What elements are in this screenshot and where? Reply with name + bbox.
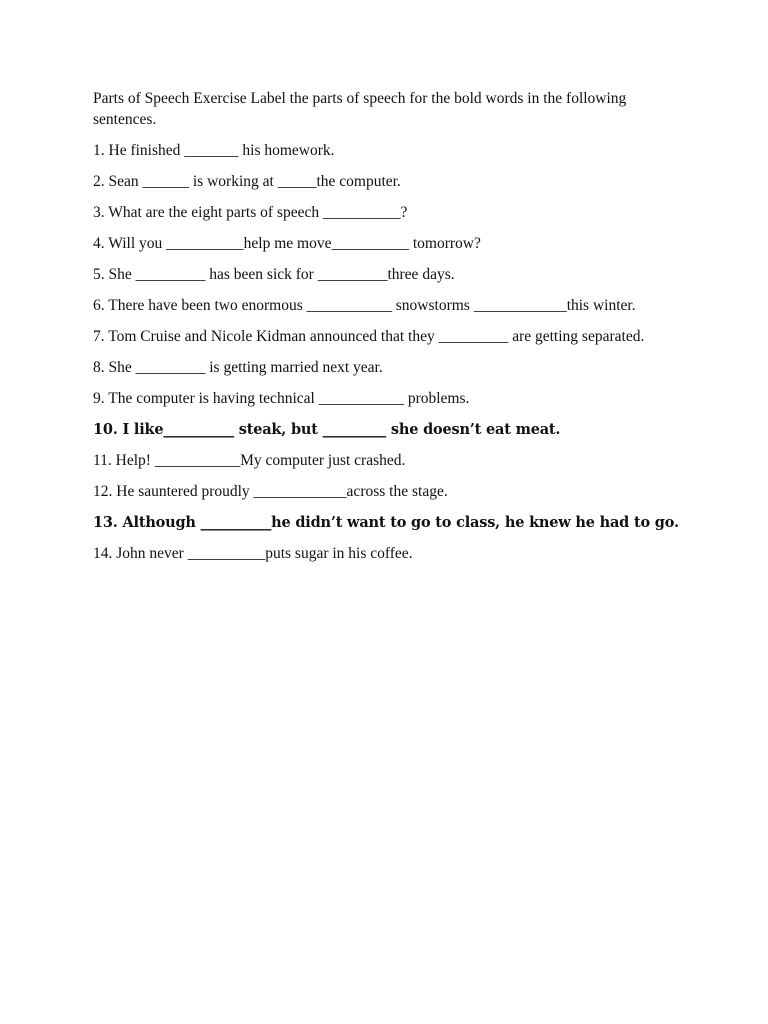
question-8: 8. She _________ is getting married next year. xyxy=(93,359,383,376)
question-5: 5. She _________ has been sick for _________three days. xyxy=(93,266,455,283)
worksheet-intro: Parts of Speech Exercise Label the parts of speech for the bold words in the following sentences. xyxy=(93,90,627,128)
question-2: 2. Sean ______ is working at _____the computer. xyxy=(93,173,401,190)
question-1: 1. He finished _______ his homework. xyxy=(93,142,335,159)
question-7: 7. Tom Cruise and Nicole Kidman announced that they _________ are getting separated. xyxy=(93,328,645,345)
question-6: 6. There have been two enormous ___________ snowstorms ____________this winter. xyxy=(93,297,636,314)
question-12: 12. He sauntered proudly ____________across the stage. xyxy=(93,483,448,500)
question-13: 13. Although __________he didn’t want to go to class, he knew he had to go. xyxy=(93,514,679,531)
question-3: 3. What are the eight parts of speech __________? xyxy=(93,204,408,221)
question-14: 14. John never __________puts sugar in his coffee. xyxy=(93,545,413,562)
question-9: 9. The computer is having technical ___________ problems. xyxy=(93,390,470,407)
question-10: 10. I like__________ steak, but _________ she doesn’t eat meat. xyxy=(93,421,561,438)
worksheet-body xyxy=(93,88,683,574)
question-4: 4. Will you __________help me move__________ tomorrow? xyxy=(93,235,481,252)
question-11: 11. Help! ___________My computer just crashed. xyxy=(93,452,406,469)
